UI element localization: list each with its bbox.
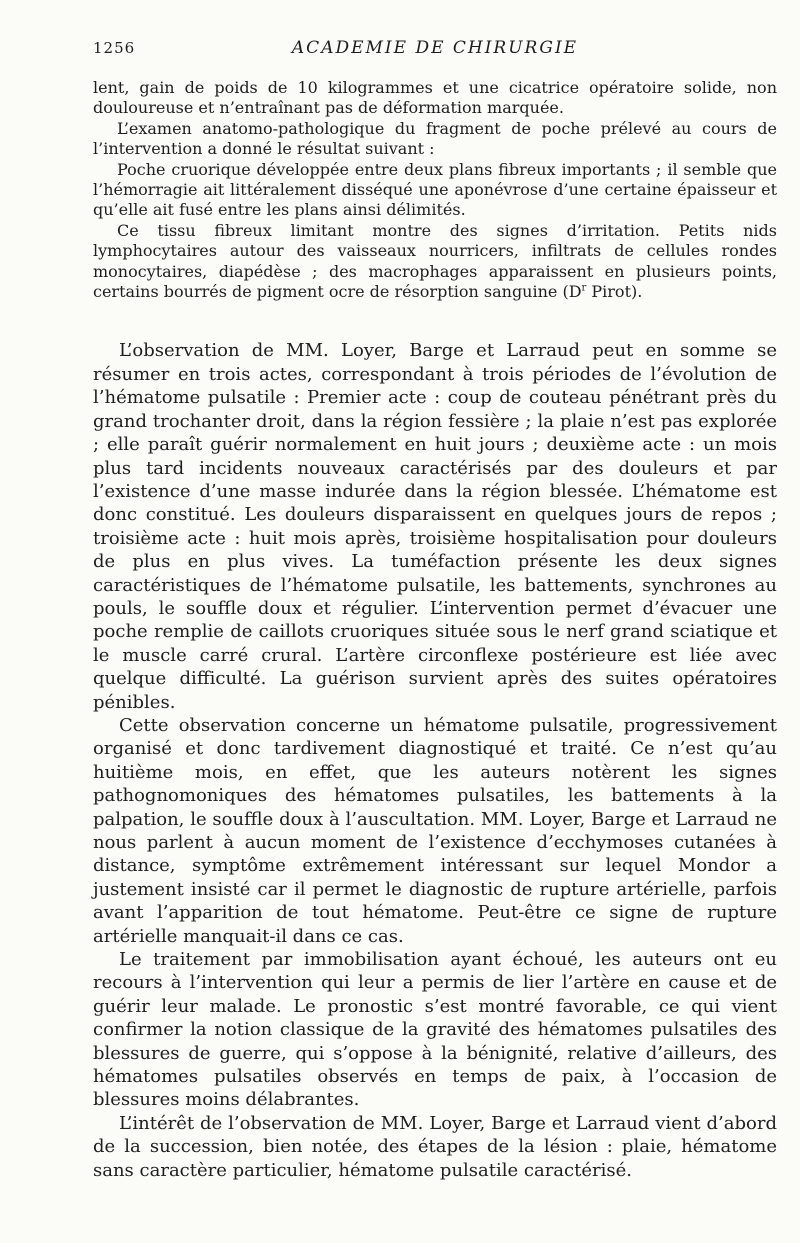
page-number: 1256 (93, 39, 136, 57)
report-paragraph-1: lent, gain de poids de 10 kilogrammes et une cicatrice opératoire solide, non douloureuse et n’entraînant pas de déformation marquée. (93, 78, 777, 118)
commentary-paragraph-3: Le traitement par immobilisation ayant échoué, les auteurs ont eu recours à l’intervention qui leur a permis de lier l’artère en cause et de guérir leur malade. Le pronostic s’est montré favorable, ce qui vient confirmer la notion classique de la gravité des hématomes pulsatiles des blessures de guerre, qui s’oppose à la bénignité, relative d’ailleurs, des hématomes pulsatiles observés en temps de paix, à l’occasion de blessures moins délabrantes. (93, 949, 777, 1111)
pathology-report-block (93, 78, 777, 302)
report-paragraph-4 (93, 221, 777, 303)
commentary-paragraph-4: L’intérêt de l’observation de MM. Loyer, Barge et Larraud vient d’abord de la succession, bien notée, des étapes de la lésion : plaie, hématome sans caractère particulier, hématome pulsatile caractérisé. (93, 1112, 777, 1181)
report-paragraph-3: Poche cruorique développée entre deux plans fibreux importants ; il semble que l’hémorragie ait littéralement disséqué une aponévrose d’une certaine épaisseur et qu’elle ait fusé entre les plans ainsi délimités. (93, 159, 777, 220)
report-paragraph-2: L’examen anatomo-pathologique du fragment de poche prélevé au cours de l’intervention a donné le résultat suivant : (93, 118, 777, 159)
commentary-block (93, 339, 777, 1182)
report-paragraph-4-text: Ce tissu fibreux limitant montre des signes d’irritation. Petits nids lymphocytaires autour des vaisseaux nourricers, infiltrats de cellules rondes monocytaires, diapédèse ; des macrophages apparaissent en plusieurs points, certains bourrés de pigment ocre de résorption sanguine (D (93, 220, 777, 302)
page-header (93, 36, 777, 66)
doctor-abbrev-superscript: r (581, 282, 587, 294)
commentary-paragraph-1: L’observation de MM. Loyer, Barge et Larraud peut en somme se résumer en trois actes, correspondant à trois périodes de l’évolution de l’hématome pulsatile : Premier acte : coup de couteau pénétrant près du grand trochanter droit, dans la région fessière ; la plaie n’est pas explorée ; elle paraît guérir normalement en huit jours ; deuxième acte : un mois plus tard incidents nouveaux caractérisés par des douleurs et par l’existence d’une masse indurée dans la région blessée. L’hématome est donc constitué. Les douleurs disparaissent en quelques jours de repos ; troisième acte : huit mois après, troisième hospitalisation pour douleurs de plus en plus vives. La tuméfaction présente les deux signes caractéristiques de l’hématome pulsatile, les battements, synchrones au pouls, le souffle doux et régulier. L’intervention permet d’évacuer une poche remplie de caillots cruoriques située sous le nerf grand sciatique et le muscle carré crural. L’artère circonflexe postérieure est liée avec quelque difficulté. La guérison survient après des suites opératoires pénibles. (93, 340, 777, 713)
running-title: ACADEMIE DE CHIRURGIE (291, 38, 579, 58)
report-paragraph-4-tail: Pirot). (586, 282, 643, 302)
journal-page (93, 36, 777, 1182)
section-gap (93, 302, 777, 339)
commentary-paragraph-2: Cette observation concerne un hématome pulsatile, progressivement organisé et donc tardivement diagnostiqué et traité. Ce n’est qu’au huitième mois, en effet, que les auteurs notèrent les signes pathognomoniques des hématomes pulsatiles, les battements à la palpation, le souffle doux à l’auscultation. MM. Loyer, Barge et Larraud ne nous parlent à aucun moment de l’existence d’ecchymoses cutanées à distance, symptôme extrêmement intéressant sur lequel Mondor a justement insisté car il permet le diagnostic de rupture artérielle, parfois avant l’apparition de tout hématome. Peut-être ce signe de rupture artérielle manquait-il dans ce cas. (93, 714, 777, 947)
